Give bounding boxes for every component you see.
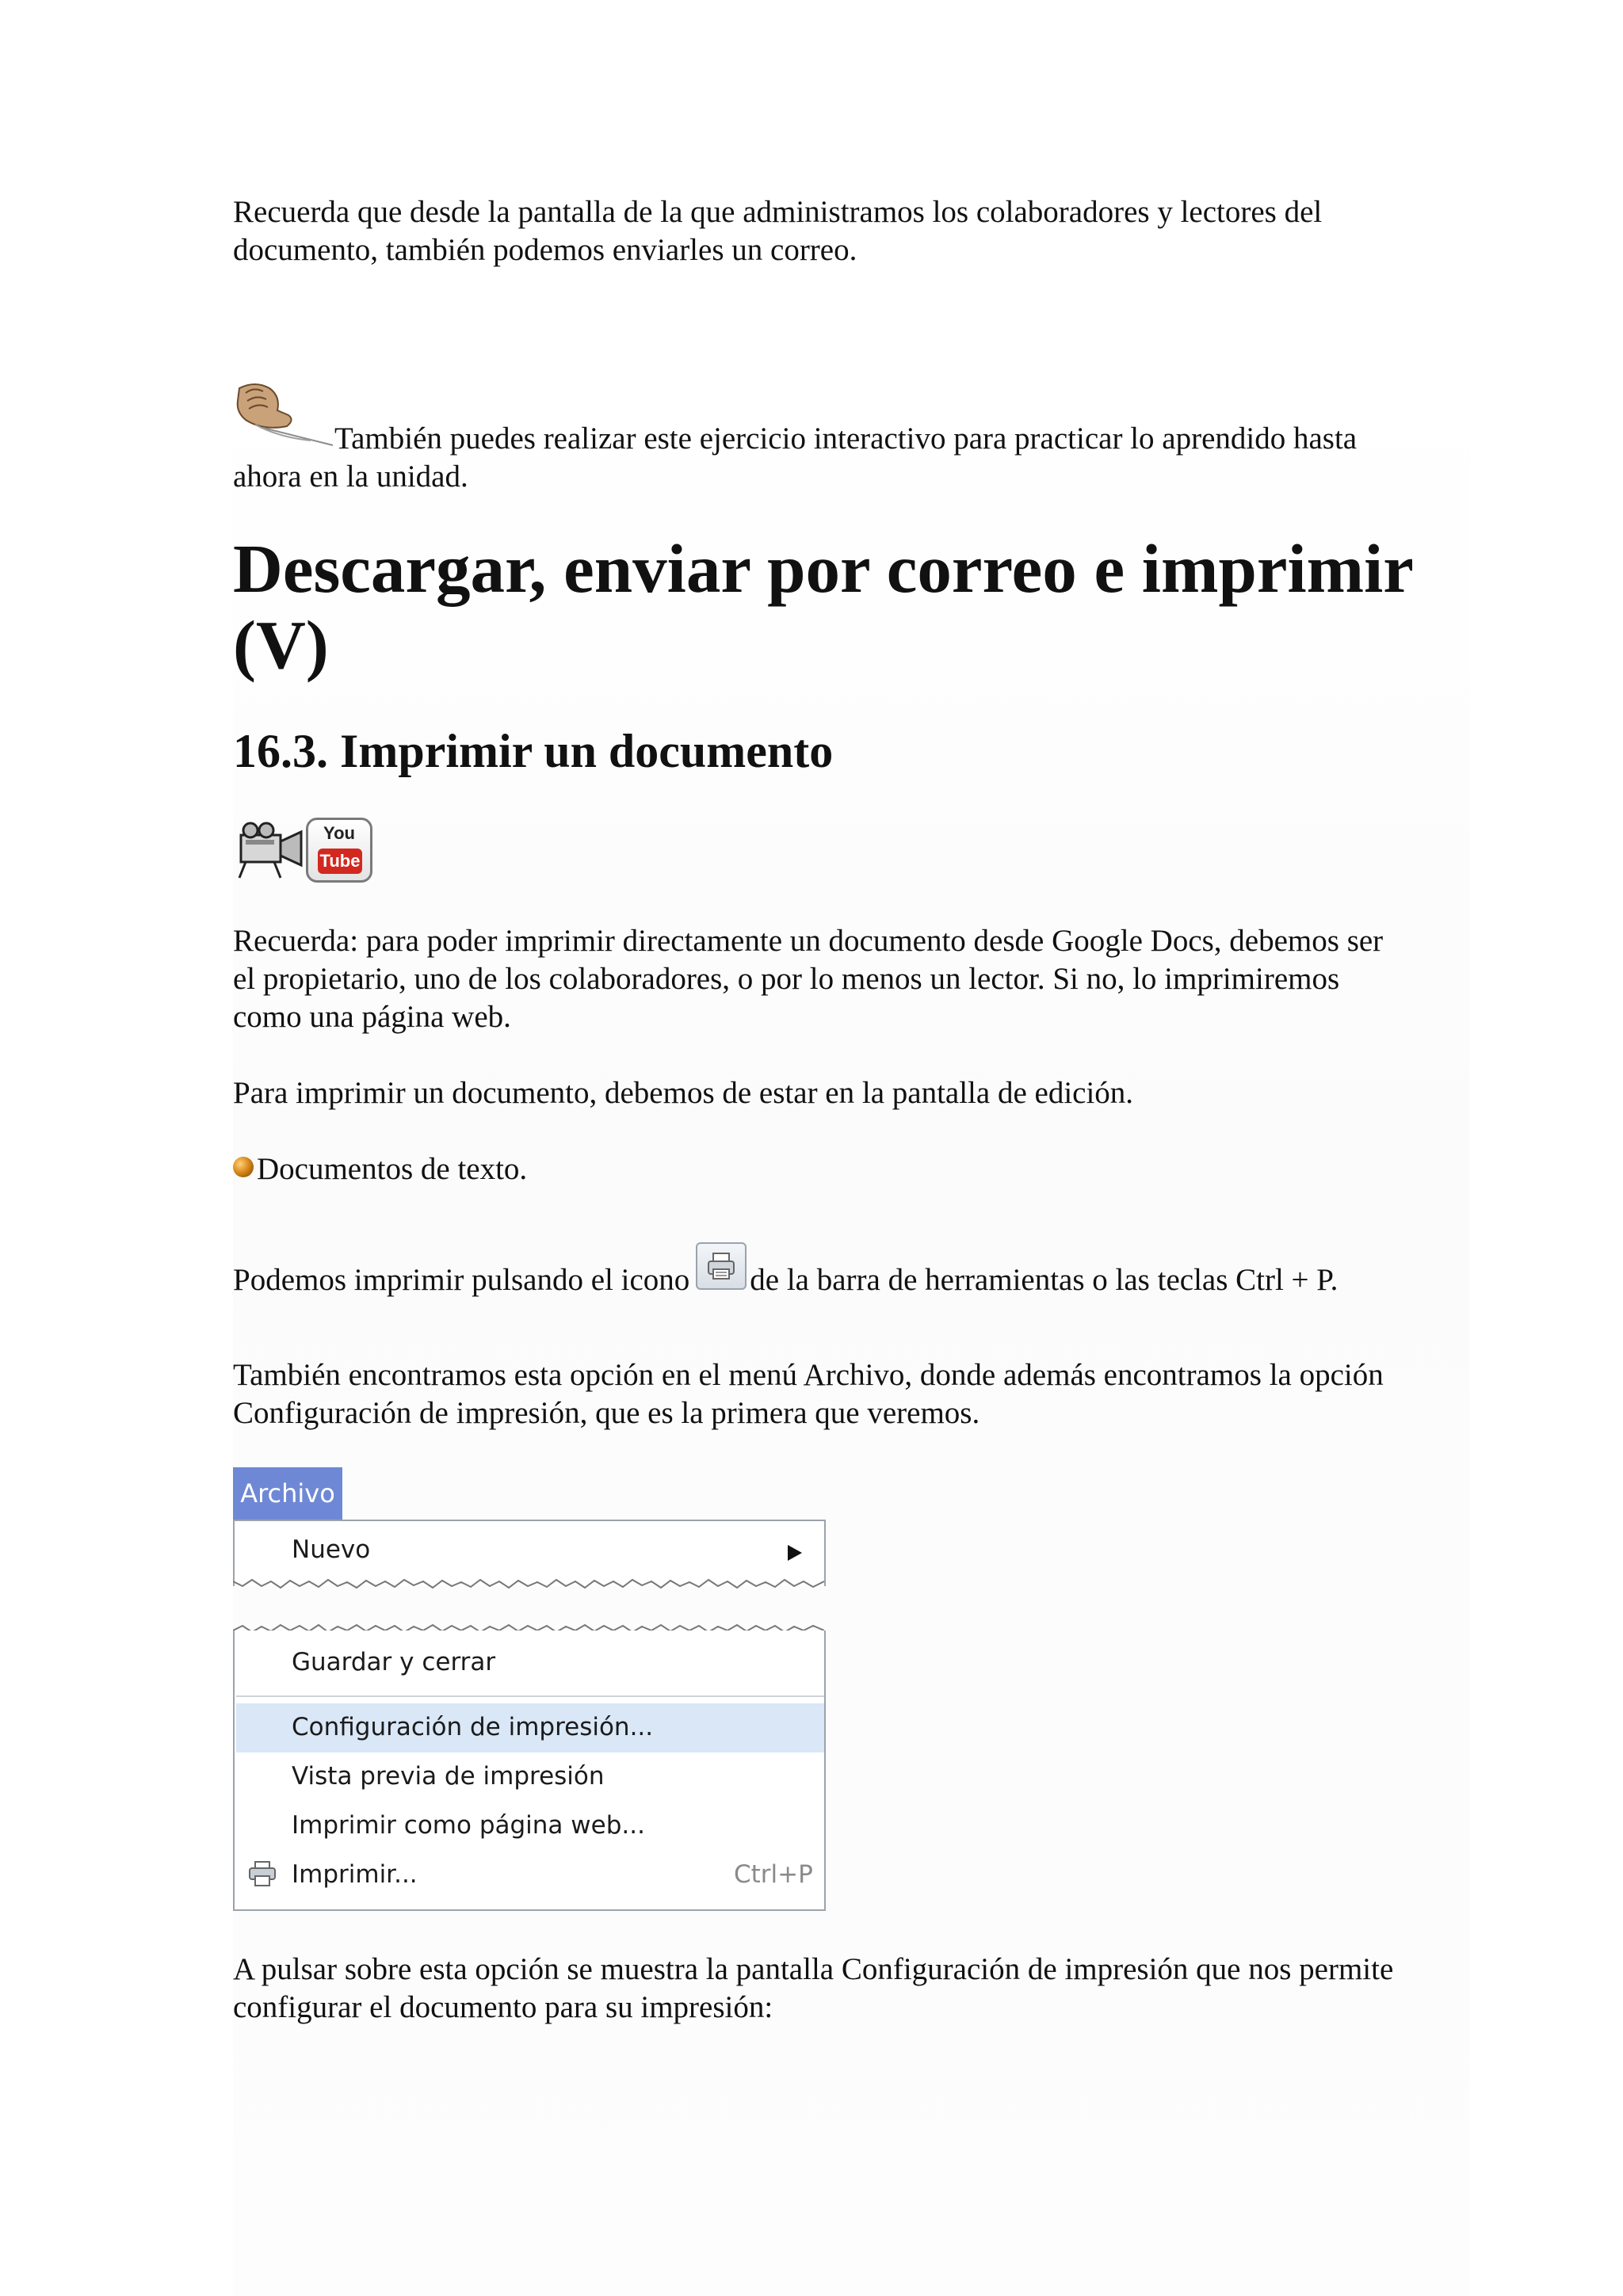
print-text-after: de la barra de herramientas o las teclas Ctrl + P. xyxy=(750,1263,1338,1297)
menu-archivo[interactable]: Archivo xyxy=(233,1467,342,1520)
paragraph-print-icon xyxy=(233,1242,1406,1299)
paragraph-exercise[interactable]: También puedes realizar este ejercicio interactivo para practicar lo aprendido hasta ahora en la unidad. xyxy=(233,421,1358,494)
paragraph-config-screen: A pulsar sobre esta opción se muestra la pantalla Configuración de impresión que nos permite configurar el documento para su impresión: xyxy=(233,1952,1394,2024)
archivo-menu-screenshot xyxy=(233,1467,824,1911)
paragraph-edit-screen: Para imprimir un documento, debemos de estar en la pantalla de edición. xyxy=(233,1076,1134,1110)
menu-item-vista-previa[interactable]: Vista previa de impresión xyxy=(292,1762,605,1791)
menu-item-guardar-cerrar[interactable]: Guardar y cerrar xyxy=(292,1648,496,1676)
submenu-arrow-icon xyxy=(786,1543,804,1562)
paragraph-archivo-menu: También encontramos esta opción en el menú Archivo, donde además encontramos la opción Configuración de impresión, que es la primera que veremos. xyxy=(233,1358,1384,1430)
youtube-icon[interactable] xyxy=(306,818,372,883)
youtube-you-text: You xyxy=(323,823,355,843)
paragraph-collaborators-email: Recuerda que desde la pantalla de la que administramos los colaboradores y lectores del documento, también podemos enviarles un correo. xyxy=(233,195,1323,267)
print-icon[interactable] xyxy=(696,1242,747,1290)
menu-section-bottom xyxy=(233,1630,826,1911)
bullet-text: Documentos de texto. xyxy=(257,1152,528,1186)
paragraph-print-permission: Recuerda: para poder imprimir directamente un documento desde Google Docs, debemos ser el propietario, uno de los colaboradores, o por lo menos un lector. Si no, lo imprimiremos como una página web. xyxy=(233,924,1384,1034)
menu-item-imprimir[interactable]: Imprimir... xyxy=(292,1860,418,1889)
orange-bullet-icon xyxy=(233,1157,254,1177)
menu-item-nuevo[interactable]: Nuevo xyxy=(292,1535,371,1564)
section-heading: 16.3. Imprimir un documento xyxy=(233,725,834,777)
shortcut-ctrl-p: Ctrl+P xyxy=(734,1860,813,1889)
menu-separator xyxy=(236,1695,824,1697)
menu-item-configuracion-impresion[interactable]: Configuración de impresión... xyxy=(292,1713,654,1741)
video-camera-icon[interactable] xyxy=(235,821,306,881)
menu-item-imprimir-web[interactable]: Imprimir como página web... xyxy=(292,1811,645,1840)
bullet-item xyxy=(233,1150,1406,1188)
menu-print-icon xyxy=(247,1860,277,1889)
torn-edge-top xyxy=(233,1577,824,1597)
print-text-before: Podemos imprimir pulsando el icono xyxy=(233,1263,690,1297)
page-title: Descargar, enviar por correo e imprimir (V) xyxy=(233,530,1413,683)
youtube-tube-text: Tube xyxy=(318,849,362,874)
